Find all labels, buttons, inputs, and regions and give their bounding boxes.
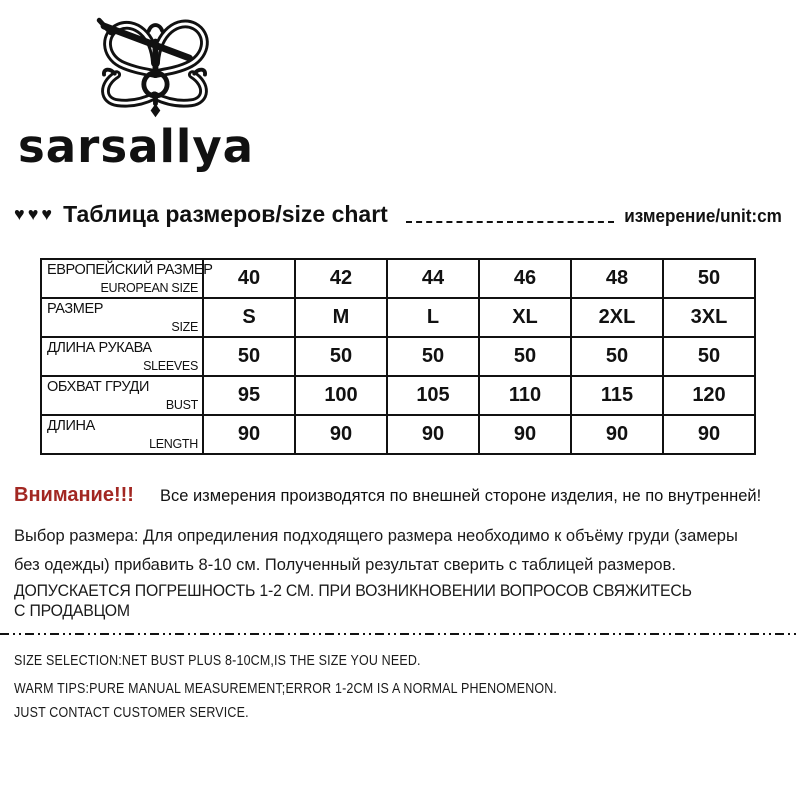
size-cell: M bbox=[295, 298, 387, 337]
size-cell: 50 bbox=[295, 337, 387, 376]
tip-contact-en: JUST CONTACT CUSTOMER SERVICE. bbox=[14, 705, 249, 721]
size-cell: 120 bbox=[663, 376, 755, 415]
size-cell: 40 bbox=[203, 259, 295, 298]
size-selection-ru-line1: Выбор размера: Для опредиления подходящего размера необходимо к объёму груди (замеры bbox=[14, 527, 738, 545]
size-cell: 90 bbox=[479, 415, 571, 454]
row-label-en: BUST bbox=[165, 398, 198, 412]
table-row-sleeves bbox=[41, 337, 755, 376]
row-label-en: SIZE bbox=[171, 320, 198, 334]
row-label-ru: ДЛИНА РУКАВА bbox=[47, 340, 152, 356]
size-cell: 90 bbox=[571, 415, 663, 454]
row-label-en: LENGTH bbox=[149, 437, 198, 451]
row-label-cell bbox=[41, 259, 213, 298]
row-label-cell bbox=[41, 376, 203, 415]
size-cell: XL bbox=[479, 298, 571, 337]
row-label-cell bbox=[41, 298, 203, 337]
attention-label: Внимание!!! bbox=[14, 484, 134, 506]
size-cell: 90 bbox=[663, 415, 755, 454]
attention-note bbox=[14, 484, 761, 507]
hearts-icon: ♥♥♥ bbox=[14, 204, 56, 224]
dashed-connector bbox=[406, 221, 614, 223]
tolerance-ru-line2: С ПРОДАВЦОМ bbox=[14, 601, 130, 620]
size-cell: L bbox=[387, 298, 479, 337]
attention-text: Все измерения производятся по внешней стороне изделия, не по внутренней! bbox=[159, 487, 762, 505]
size-cell: 50 bbox=[571, 337, 663, 376]
row-label-cell bbox=[41, 337, 203, 376]
size-cell: 50 bbox=[387, 337, 479, 376]
table-row-bust bbox=[41, 376, 755, 415]
size-table bbox=[40, 258, 756, 455]
size-cell: 90 bbox=[203, 415, 295, 454]
row-label-ru: ДЛИНА bbox=[47, 418, 95, 434]
size-cell: 90 bbox=[387, 415, 479, 454]
size-cell: 42 bbox=[295, 259, 387, 298]
row-label-cell bbox=[41, 415, 203, 454]
size-cell: 95 bbox=[203, 376, 295, 415]
row-label-ru: ОБХВАТ ГРУДИ bbox=[47, 379, 149, 395]
size-cell: 100 bbox=[295, 376, 387, 415]
title-bar bbox=[14, 201, 782, 235]
size-cell: 46 bbox=[479, 259, 571, 298]
size-cell: 105 bbox=[387, 376, 479, 415]
size-cell: S bbox=[203, 298, 295, 337]
tip-warm-tips-en: WARM TIPS:PURE MANUAL MEASUREMENT;ERROR 1-2CM IS A NORMAL PHENOMENON. bbox=[14, 681, 558, 697]
brand-monogram-icon bbox=[72, 2, 237, 120]
size-cell: 44 bbox=[387, 259, 479, 298]
row-label-en: SLEEVES bbox=[143, 359, 198, 373]
tolerance-ru-line1: ДОПУСКАЕТСЯ ПОГРЕШНОСТЬ 1-2 СМ. ПРИ ВОЗНИКНОВЕНИИ ВОПРОСОВ СВЯЖИТЕСЬ bbox=[14, 581, 692, 600]
size-cell: 48 bbox=[571, 259, 663, 298]
size-selection-ru-line2: без одежды) прибавить 8-10 см. Полученный результат сверить с таблицей размеров. bbox=[14, 556, 676, 574]
brand-wordmark: sarsallya bbox=[18, 120, 255, 173]
size-cell: 50 bbox=[663, 259, 755, 298]
separator-line bbox=[0, 633, 800, 635]
size-cell: 90 bbox=[295, 415, 387, 454]
row-label-ru: РАЗМЕР bbox=[47, 301, 103, 317]
page-title: Таблица размеров/size chart bbox=[63, 201, 388, 227]
size-cell: 50 bbox=[479, 337, 571, 376]
table-row-length bbox=[41, 415, 755, 454]
size-cell: 2XL bbox=[571, 298, 663, 337]
row-label-ru: ЕВРОПЕЙСКИЙ РАЗМЕР bbox=[47, 262, 213, 278]
size-cell: 50 bbox=[663, 337, 755, 376]
table-row-european-size bbox=[41, 259, 755, 298]
unit-label: измерение/unit:cm bbox=[624, 206, 782, 226]
table-row-size bbox=[41, 298, 755, 337]
size-cell: 115 bbox=[571, 376, 663, 415]
size-cell: 50 bbox=[203, 337, 295, 376]
row-label-en: EUROPEAN SIZE bbox=[100, 281, 198, 295]
size-cell: 110 bbox=[479, 376, 571, 415]
tip-size-selection-en: SIZE SELECTION:NET BUST PLUS 8-10CM,IS THE SIZE YOU NEED. bbox=[14, 653, 421, 669]
size-cell: 3XL bbox=[663, 298, 755, 337]
